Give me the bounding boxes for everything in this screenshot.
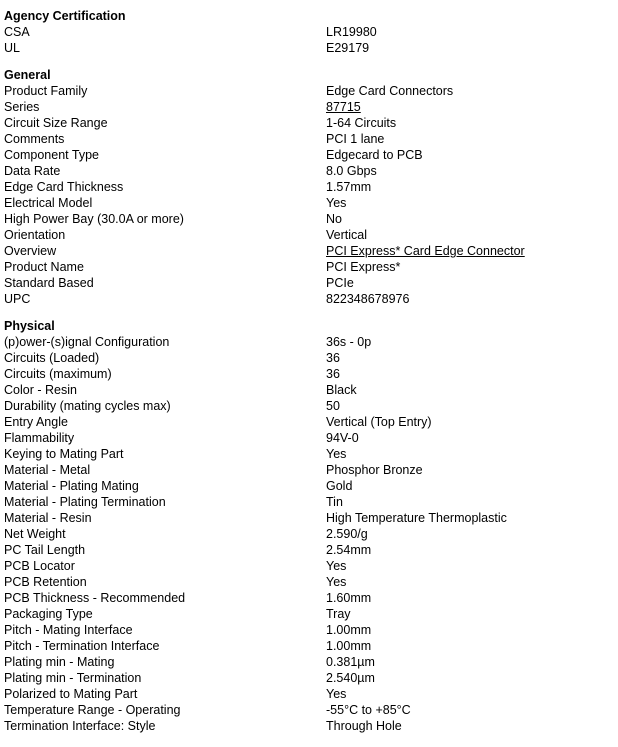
spec-sheet [4, 8, 614, 734]
spec-row [4, 494, 614, 510]
spec-label: Product Name [4, 260, 84, 274]
spec-value: 1.60mm [326, 591, 372, 605]
spec-label: Overview [4, 244, 57, 258]
spec-label: Pitch - Termination Interface [4, 639, 160, 653]
spec-label: UL [4, 41, 20, 55]
spec-row [4, 179, 614, 195]
spec-value: Yes [326, 196, 347, 210]
spec-value: Through Hole [326, 719, 402, 733]
spec-value: Phosphor Bronze [326, 463, 423, 477]
spec-label: Product Family [4, 84, 88, 98]
spec-row [4, 558, 614, 574]
spec-label: Net Weight [4, 527, 66, 541]
section-title: Physical [4, 319, 55, 333]
spec-value: 2.590/g [326, 527, 368, 541]
spec-value-link[interactable]: PCI Express* Card Edge Connector [326, 244, 525, 258]
spec-value: Yes [326, 559, 347, 573]
spec-value: 8.0 Gbps [326, 164, 377, 178]
section-rows [4, 83, 614, 307]
spec-value: Yes [326, 575, 347, 589]
spec-row [4, 24, 614, 40]
spec-label: Series [4, 100, 40, 114]
spec-label: Electrical Model [4, 196, 93, 210]
spec-row [4, 526, 614, 542]
spec-value: 1.57mm [326, 180, 372, 194]
spec-value: PCI 1 lane [326, 132, 385, 146]
spec-value: Tray [326, 607, 351, 621]
spec-value: -55°C to +85°C [326, 703, 411, 717]
spec-row [4, 243, 614, 259]
spec-label: UPC [4, 292, 31, 306]
spec-label: Material - Resin [4, 511, 92, 525]
spec-label: Circuits (Loaded) [4, 351, 100, 365]
section-physical [4, 318, 614, 734]
spec-row [4, 590, 614, 606]
spec-row [4, 478, 614, 494]
spec-value: PCI Express* [326, 260, 401, 274]
spec-label: Temperature Range - Operating [4, 703, 181, 717]
section-rows [4, 24, 614, 56]
spec-row [4, 542, 614, 558]
spec-label: Keying to Mating Part [4, 447, 124, 461]
spec-value: Edgecard to PCB [326, 148, 423, 162]
spec-value-link[interactable]: 87715 [326, 100, 361, 114]
spec-value: Vertical [326, 228, 367, 242]
spec-label: Durability (mating cycles max) [4, 399, 171, 413]
spec-value: 94V-0 [326, 431, 359, 445]
spec-label: Material - Metal [4, 463, 91, 477]
spec-label: (p)ower-(s)ignal Configuration [4, 335, 170, 349]
spec-value: Black [326, 383, 357, 397]
spec-row [4, 163, 614, 179]
spec-row [4, 414, 614, 430]
spec-label: Edge Card Thickness [4, 180, 124, 194]
spec-value: E29179 [326, 41, 370, 55]
spec-row [4, 718, 614, 734]
spec-value: Vertical (Top Entry) [326, 415, 432, 429]
spec-row [4, 446, 614, 462]
spec-row [4, 366, 614, 382]
spec-row [4, 259, 614, 275]
spec-label: Comments [4, 132, 65, 146]
spec-value: PCIe [326, 276, 354, 290]
section-agency-certification [4, 8, 614, 56]
spec-row [4, 211, 614, 227]
spec-label: Termination Interface: Style [4, 719, 156, 733]
section-title: Agency Certification [4, 9, 126, 23]
spec-label: Material - Plating Mating [4, 479, 139, 493]
spec-value: Yes [326, 687, 347, 701]
spec-row [4, 99, 614, 115]
spec-value: 822348678976 [326, 292, 410, 306]
spec-row [4, 430, 614, 446]
spec-label: Circuit Size Range [4, 116, 108, 130]
spec-label: Plating min - Mating [4, 655, 115, 669]
spec-row [4, 275, 614, 291]
spec-row [4, 115, 614, 131]
spec-row [4, 40, 614, 56]
spec-value: Edge Card Connectors [326, 84, 454, 98]
section-rows [4, 334, 614, 734]
spec-label: Component Type [4, 148, 99, 162]
spec-value: 36s - 0p [326, 335, 372, 349]
spec-row [4, 702, 614, 718]
spec-label: Circuits (maximum) [4, 367, 112, 381]
spec-value: High Temperature Thermoplastic [326, 511, 507, 525]
spec-value: 1.00mm [326, 639, 372, 653]
section-general [4, 67, 614, 307]
spec-label: Pitch - Mating Interface [4, 623, 133, 637]
spec-value: 1-64 Circuits [326, 116, 397, 130]
spec-label: PCB Retention [4, 575, 87, 589]
spec-value: Tin [326, 495, 343, 509]
section-title: General [4, 68, 51, 82]
spec-value: 1.00mm [326, 623, 372, 637]
spec-value: 2.540µm [326, 671, 375, 685]
spec-row [4, 350, 614, 366]
spec-row [4, 147, 614, 163]
spec-value: Yes [326, 447, 347, 461]
spec-row [4, 654, 614, 670]
spec-row [4, 686, 614, 702]
spec-label: Entry Angle [4, 415, 68, 429]
spec-label: Plating min - Termination [4, 671, 142, 685]
spec-row [4, 382, 614, 398]
spec-value: Gold [326, 479, 353, 493]
spec-row [4, 622, 614, 638]
spec-row [4, 398, 614, 414]
spec-row [4, 334, 614, 350]
spec-label: Flammability [4, 431, 75, 445]
spec-label: PCB Thickness - Recommended [4, 591, 186, 605]
spec-row [4, 227, 614, 243]
spec-label: PCB Locator [4, 559, 75, 573]
spec-row [4, 83, 614, 99]
spec-value: 0.381µm [326, 655, 375, 669]
spec-value: 36 [326, 351, 340, 365]
spec-row [4, 510, 614, 526]
spec-label: High Power Bay (30.0A or more) [4, 212, 184, 226]
spec-label: Color - Resin [4, 383, 77, 397]
spec-row [4, 131, 614, 147]
spec-label: Orientation [4, 228, 66, 242]
spec-label: CSA [4, 25, 30, 39]
spec-value: 36 [326, 367, 340, 381]
spec-value: No [326, 212, 342, 226]
spec-label: Packaging Type [4, 607, 93, 621]
spec-row [4, 606, 614, 622]
spec-row [4, 574, 614, 590]
spec-value: 2.54mm [326, 543, 372, 557]
spec-row [4, 291, 614, 307]
spec-row [4, 670, 614, 686]
spec-label: PC Tail Length [4, 543, 86, 557]
spec-label: Material - Plating Termination [4, 495, 166, 509]
spec-row [4, 195, 614, 211]
spec-row [4, 638, 614, 654]
spec-value: LR19980 [326, 25, 377, 39]
spec-label: Polarized to Mating Part [4, 687, 138, 701]
spec-label: Standard Based [4, 276, 94, 290]
spec-value: 50 [326, 399, 340, 413]
spec-label: Data Rate [4, 164, 61, 178]
spec-row [4, 462, 614, 478]
